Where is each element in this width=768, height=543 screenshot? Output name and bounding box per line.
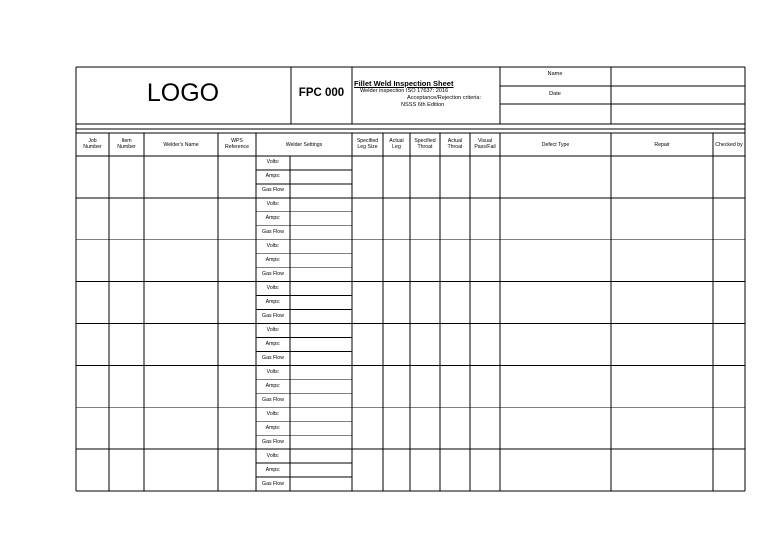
cell-visual-pass-fail[interactable] xyxy=(471,199,499,239)
col-header-line: Pass/Fail xyxy=(474,144,496,151)
cell-specified-leg-size[interactable] xyxy=(353,157,382,197)
cell-actual-leg[interactable] xyxy=(384,199,409,239)
setting-value-gas-flow[interactable] xyxy=(291,185,351,197)
setting-value-amps[interactable] xyxy=(291,255,351,267)
setting-value-amps[interactable] xyxy=(291,171,351,183)
setting-label-gas-flow: Gas Flow xyxy=(262,271,284,278)
cell-repair[interactable] xyxy=(612,450,712,490)
col-header-line: Reference xyxy=(225,144,249,151)
col-header-line: Defect Type xyxy=(541,142,570,148)
cell-defect-type[interactable] xyxy=(501,283,610,323)
cell-wps-reference[interactable] xyxy=(219,450,255,490)
setting-value-gas-flow[interactable] xyxy=(291,352,351,364)
cell-specified-leg-size[interactable] xyxy=(353,366,382,406)
setting-label-gas-flow: Gas Flow xyxy=(262,396,284,403)
setting-value-amps[interactable] xyxy=(291,422,351,434)
form-title: Fillet Weld Inspection Sheet xyxy=(354,79,454,88)
col-header-repair xyxy=(611,142,713,148)
cell-specified-leg-size[interactable] xyxy=(353,199,382,239)
cell-welders-name[interactable] xyxy=(145,199,217,239)
col-header-line: Visual xyxy=(477,138,493,144)
col-header-line: Specified xyxy=(356,138,379,144)
cell-specified-throat[interactable] xyxy=(411,283,439,323)
cell-welders-name[interactable] xyxy=(145,325,217,365)
cell-specified-throat[interactable] xyxy=(411,408,439,448)
cell-specified-throat[interactable] xyxy=(411,366,439,406)
col-header-line: Actual xyxy=(389,138,404,144)
cell-actual-leg[interactable] xyxy=(384,366,409,406)
cell-repair[interactable] xyxy=(612,408,712,448)
cell-actual-throat[interactable] xyxy=(441,366,469,406)
col-header-item-number xyxy=(109,138,144,150)
col-header-defect-type xyxy=(500,142,611,148)
cell-welders-name[interactable] xyxy=(145,157,217,197)
cell-visual-pass-fail[interactable] xyxy=(471,408,499,448)
setting-value-gas-flow[interactable] xyxy=(291,227,351,239)
cell-specified-throat[interactable] xyxy=(411,241,439,281)
cell-item-number[interactable] xyxy=(110,157,143,197)
cell-wps-reference[interactable] xyxy=(219,408,255,448)
cell-wps-reference[interactable] xyxy=(219,199,255,239)
setting-label-volts: Volts: xyxy=(266,326,280,333)
setting-value-volts[interactable] xyxy=(291,283,351,295)
name-field[interactable] xyxy=(613,72,743,84)
setting-value-gas-flow[interactable] xyxy=(291,269,351,281)
col-header-line: Checked by xyxy=(715,142,743,148)
setting-label-volts: Volts: xyxy=(266,452,280,459)
cell-repair[interactable] xyxy=(612,157,712,197)
col-header-line: Item xyxy=(121,138,132,144)
col-header-checked-by xyxy=(713,142,745,148)
cell-welders-name[interactable] xyxy=(145,450,217,490)
cell-defect-type[interactable] xyxy=(501,408,610,448)
cell-defect-type[interactable] xyxy=(501,450,610,490)
cell-item-number[interactable] xyxy=(110,325,143,365)
cell-specified-leg-size[interactable] xyxy=(353,283,382,323)
setting-value-gas-flow[interactable] xyxy=(291,478,351,490)
setting-value-gas-flow[interactable] xyxy=(291,311,351,323)
setting-value-amps[interactable] xyxy=(291,380,351,392)
cell-item-number[interactable] xyxy=(110,450,143,490)
setting-label-gas-flow: Gas Flow xyxy=(262,229,284,236)
setting-label-gas-flow: Gas Flow xyxy=(262,354,284,361)
cell-repair[interactable] xyxy=(612,366,712,406)
setting-label-volts: Volts: xyxy=(266,410,280,417)
cell-welders-name[interactable] xyxy=(145,366,217,406)
col-header-line: Job xyxy=(88,138,97,144)
cell-checked-by[interactable] xyxy=(714,325,744,365)
setting-label-amps: Amps: xyxy=(265,382,281,389)
cell-wps-reference[interactable] xyxy=(219,366,255,406)
cell-checked-by[interactable] xyxy=(714,450,744,490)
cell-job-number[interactable] xyxy=(77,408,108,448)
cell-actual-leg[interactable] xyxy=(384,157,409,197)
cell-specified-leg-size[interactable] xyxy=(353,450,382,490)
cell-specified-throat[interactable] xyxy=(411,325,439,365)
cell-actual-throat[interactable] xyxy=(441,325,469,365)
cell-actual-leg[interactable] xyxy=(384,325,409,365)
cell-checked-by[interactable] xyxy=(714,283,744,323)
cell-defect-type[interactable] xyxy=(501,241,610,281)
cell-specified-leg-size[interactable] xyxy=(353,408,382,448)
setting-value-volts[interactable] xyxy=(291,241,351,253)
cell-item-number[interactable] xyxy=(110,366,143,406)
col-header-line: Actual xyxy=(447,138,463,144)
logo-placeholder: LOGO xyxy=(146,79,220,107)
cell-welders-name[interactable] xyxy=(145,283,217,323)
setting-label-volts: Volts: xyxy=(266,285,280,292)
cell-checked-by[interactable] xyxy=(714,241,744,281)
col-header-specified-leg-size xyxy=(352,138,383,150)
standard-line-1: Welder inspection ISO 17637: 2016 xyxy=(360,88,449,94)
cell-defect-type[interactable] xyxy=(501,325,610,365)
col-header-wps-reference xyxy=(218,138,256,150)
cell-actual-leg[interactable] xyxy=(384,450,409,490)
cell-item-number[interactable] xyxy=(110,241,143,281)
cell-job-number[interactable] xyxy=(77,366,108,406)
cell-actual-throat[interactable] xyxy=(441,450,469,490)
col-header-line: Specified xyxy=(414,138,436,144)
col-header-actual-leg xyxy=(383,138,410,150)
col-header-specified-throat xyxy=(410,138,440,150)
setting-label-gas-flow: Gas Flow xyxy=(262,438,284,445)
setting-label-volts: Volts: xyxy=(266,159,280,166)
cell-job-number[interactable] xyxy=(77,241,108,281)
setting-label-amps: Amps: xyxy=(265,173,281,180)
setting-label-amps: Amps: xyxy=(265,466,281,473)
col-header-line: WPS xyxy=(231,138,243,144)
cell-checked-by[interactable] xyxy=(714,199,744,239)
setting-value-gas-flow[interactable] xyxy=(291,394,351,406)
setting-value-volts[interactable] xyxy=(291,450,351,462)
col-header-line: Throat xyxy=(417,144,433,151)
col-header-line: Repair xyxy=(654,142,670,148)
setting-label-gas-flow: Gas Flow xyxy=(262,187,284,194)
cell-checked-by[interactable] xyxy=(714,157,744,197)
cell-defect-type[interactable] xyxy=(501,366,610,406)
setting-value-amps[interactable] xyxy=(291,213,351,225)
col-header-visual-pass-fail xyxy=(470,138,500,150)
setting-label-gas-flow: Gas Flow xyxy=(262,313,284,320)
setting-value-volts[interactable] xyxy=(291,199,351,211)
cell-specified-leg-size[interactable] xyxy=(353,325,382,365)
cell-specified-throat[interactable] xyxy=(411,157,439,197)
cell-wps-reference[interactable] xyxy=(219,283,255,323)
date-label: Date xyxy=(549,91,561,97)
cell-job-number[interactable] xyxy=(77,157,108,197)
cell-wps-reference[interactable] xyxy=(219,241,255,281)
cell-defect-type[interactable] xyxy=(501,199,610,239)
cell-job-number[interactable] xyxy=(77,199,108,239)
cell-specified-throat[interactable] xyxy=(411,199,439,239)
setting-label-amps: Amps: xyxy=(265,299,281,306)
col-header-welders-name xyxy=(144,142,218,148)
col-header-line: Throat xyxy=(447,144,463,151)
setting-label-volts: Volts: xyxy=(266,243,280,250)
standard-line-3: NSSS 6th Edition xyxy=(401,102,445,108)
cell-item-number[interactable] xyxy=(110,199,143,239)
cell-visual-pass-fail[interactable] xyxy=(471,366,499,406)
cell-repair[interactable] xyxy=(612,199,712,239)
cell-visual-pass-fail[interactable] xyxy=(471,157,499,197)
setting-label-amps: Amps: xyxy=(265,257,281,264)
name-label: Name xyxy=(547,71,563,77)
col-header-line: Leg Size xyxy=(357,144,378,151)
setting-label-volts: Volts: xyxy=(266,368,280,375)
cell-actual-leg[interactable] xyxy=(384,241,409,281)
cell-visual-pass-fail[interactable] xyxy=(471,325,499,365)
cell-job-number[interactable] xyxy=(77,325,108,365)
form-code: FPC 000 xyxy=(298,87,345,99)
standard-line-2: Acceptance/Rejection criteria: xyxy=(407,95,481,101)
cell-repair[interactable] xyxy=(612,241,712,281)
cell-actual-throat[interactable] xyxy=(441,241,469,281)
cell-visual-pass-fail[interactable] xyxy=(471,450,499,490)
setting-label-amps: Amps: xyxy=(265,215,281,222)
cell-welders-name[interactable] xyxy=(145,408,217,448)
cell-repair[interactable] xyxy=(612,283,712,323)
cell-actual-throat[interactable] xyxy=(441,283,469,323)
cell-wps-reference[interactable] xyxy=(219,157,255,197)
cell-job-number[interactable] xyxy=(77,450,108,490)
cell-actual-throat[interactable] xyxy=(441,157,469,197)
col-header-line: Number xyxy=(117,144,136,151)
col-header-line: Leg xyxy=(392,144,401,151)
cell-actual-leg[interactable] xyxy=(384,408,409,448)
setting-value-amps[interactable] xyxy=(291,297,351,309)
setting-label-gas-flow: Gas Flow xyxy=(262,480,284,487)
setting-value-volts[interactable] xyxy=(291,408,351,420)
setting-value-volts[interactable] xyxy=(291,325,351,337)
col-header-line: Number xyxy=(83,144,102,151)
cell-welders-name[interactable] xyxy=(145,241,217,281)
cell-specified-throat[interactable] xyxy=(411,450,439,490)
cell-specified-leg-size[interactable] xyxy=(353,241,382,281)
cell-visual-pass-fail[interactable] xyxy=(471,241,499,281)
col-header-actual-throat xyxy=(440,138,470,150)
cell-wps-reference[interactable] xyxy=(219,325,255,365)
date-field[interactable] xyxy=(613,91,743,103)
cell-checked-by[interactable] xyxy=(714,366,744,406)
setting-value-gas-flow[interactable] xyxy=(291,436,351,448)
setting-label-amps: Amps: xyxy=(265,340,281,347)
col-header-line: Welder Settings xyxy=(285,142,323,148)
setting-value-amps[interactable] xyxy=(291,338,351,350)
cell-job-number[interactable] xyxy=(77,283,108,323)
col-header-welder-settings xyxy=(256,142,352,148)
setting-value-amps[interactable] xyxy=(291,464,351,476)
cell-checked-by[interactable] xyxy=(714,408,744,448)
cell-visual-pass-fail[interactable] xyxy=(471,283,499,323)
setting-label-amps: Amps: xyxy=(265,424,281,431)
cell-defect-type[interactable] xyxy=(501,157,610,197)
setting-label-volts: Volts: xyxy=(266,201,280,208)
cell-item-number[interactable] xyxy=(110,283,143,323)
cell-actual-throat[interactable] xyxy=(441,199,469,239)
setting-value-volts[interactable] xyxy=(291,366,351,378)
cell-actual-leg[interactable] xyxy=(384,283,409,323)
cell-actual-throat[interactable] xyxy=(441,408,469,448)
cell-repair[interactable] xyxy=(612,325,712,365)
cell-item-number[interactable] xyxy=(110,408,143,448)
setting-value-volts[interactable] xyxy=(291,157,351,169)
col-header-job-number xyxy=(76,138,109,150)
col-header-line: Welder's Name xyxy=(163,142,199,148)
